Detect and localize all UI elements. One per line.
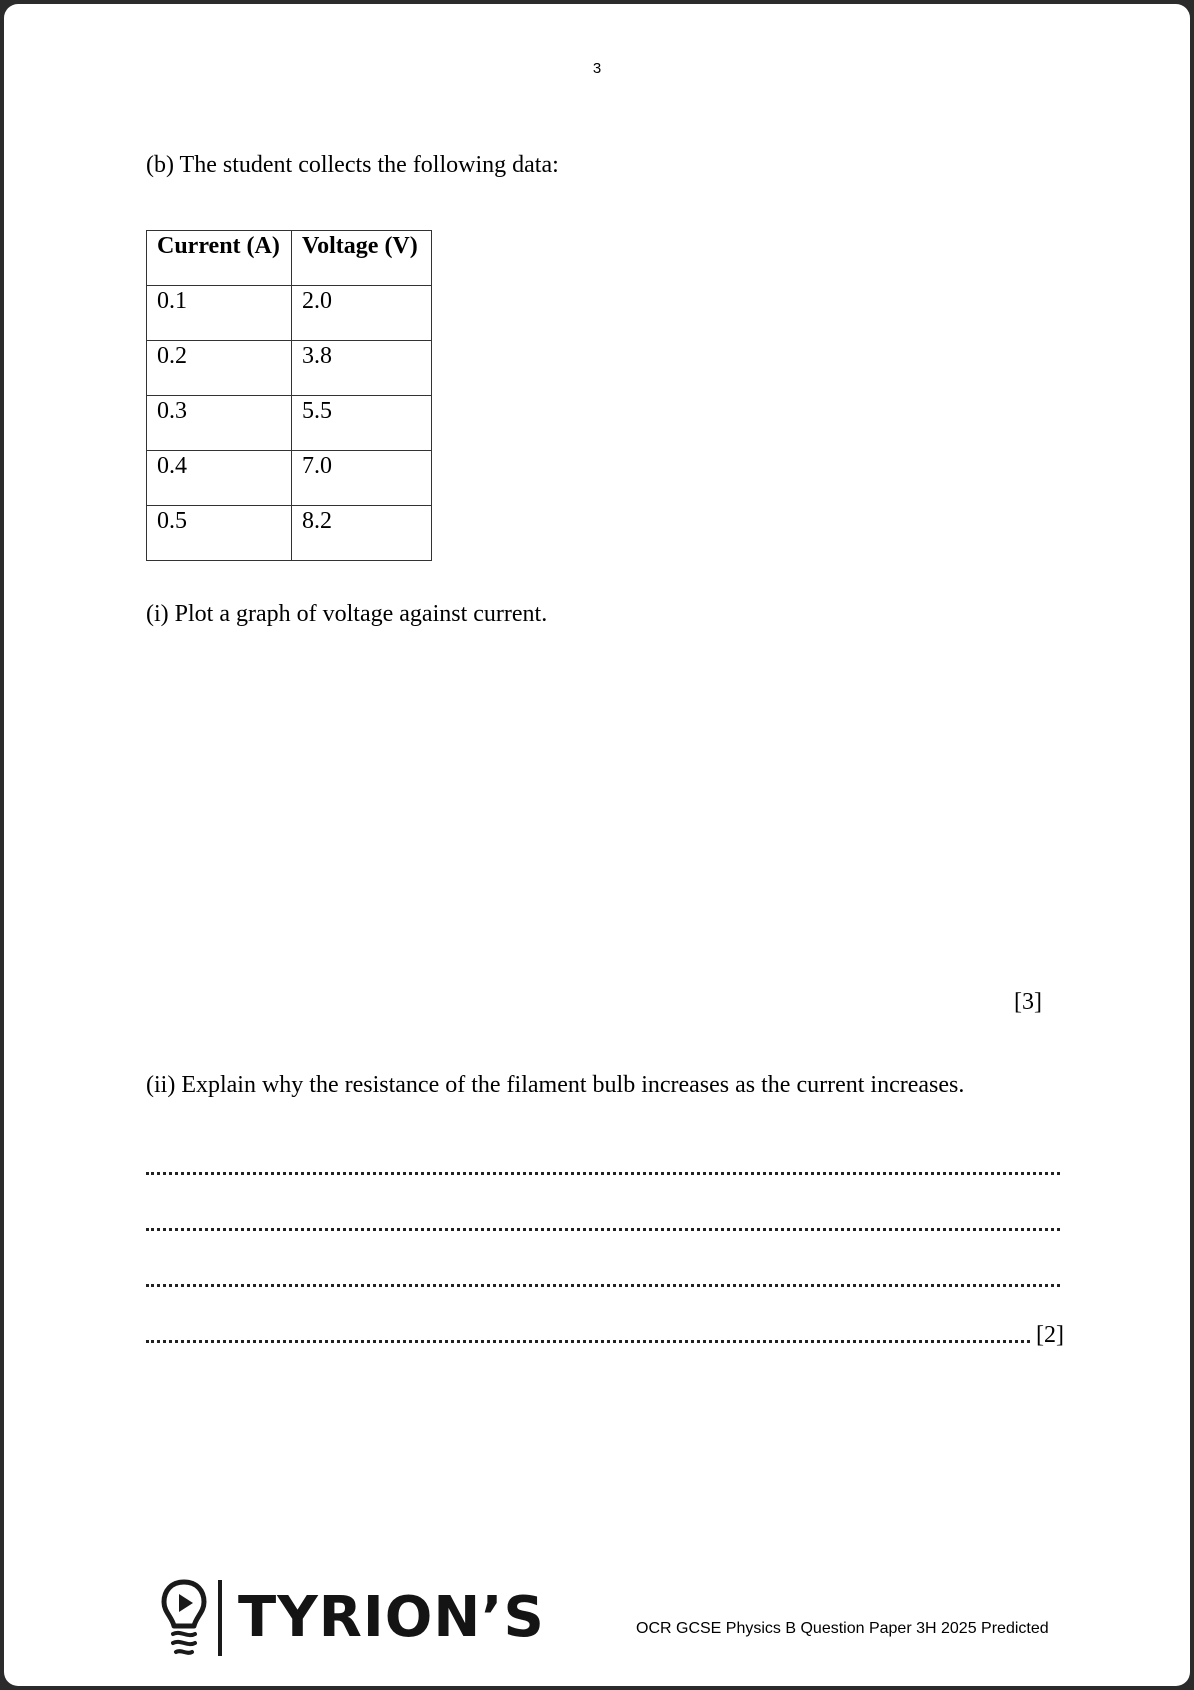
cell-voltage: 8.2 [292, 506, 432, 561]
cell-current: 0.4 [147, 451, 292, 506]
table-row [147, 396, 432, 451]
question-ii-marks: [2] [1036, 1322, 1064, 1348]
cell-voltage: 5.5 [292, 396, 432, 451]
page-number: 3 [592, 60, 602, 77]
brand-logo [160, 1576, 545, 1660]
cell-current: 0.2 [147, 341, 292, 396]
table-header-row [147, 231, 432, 286]
table-row [147, 286, 432, 341]
data-table [146, 230, 432, 561]
logo-text: TYRION’S [238, 1585, 545, 1650]
cell-current: 0.3 [147, 396, 292, 451]
answer-line[interactable] [146, 1284, 1060, 1287]
question-b-intro: (b) The student collects the following data: [146, 152, 559, 178]
table-row [147, 451, 432, 506]
footer-paper-title: OCR GCSE Physics B Question Paper 3H 2025 Predicted [636, 1620, 1049, 1637]
table-row [147, 506, 432, 561]
exam-page [4, 4, 1190, 1686]
logo-divider [208, 1576, 232, 1660]
column-header-current: Current (A) [147, 231, 292, 286]
table-row [147, 341, 432, 396]
answer-line[interactable] [146, 1340, 1030, 1343]
question-ii-text: (ii) Explain why the resistance of the filament bulb increases as the current increases. [146, 1072, 965, 1098]
column-header-voltage: Voltage (V) [292, 231, 432, 286]
cell-current: 0.5 [147, 506, 292, 561]
cell-voltage: 2.0 [292, 286, 432, 341]
question-i-text: (i) Plot a graph of voltage against current. [146, 601, 548, 627]
answer-line[interactable] [146, 1228, 1060, 1231]
cell-current: 0.1 [147, 286, 292, 341]
lightbulb-play-icon [160, 1576, 208, 1660]
question-i-marks: [3] [1014, 989, 1042, 1015]
cell-voltage: 7.0 [292, 451, 432, 506]
answer-line[interactable] [146, 1172, 1060, 1175]
cell-voltage: 3.8 [292, 341, 432, 396]
